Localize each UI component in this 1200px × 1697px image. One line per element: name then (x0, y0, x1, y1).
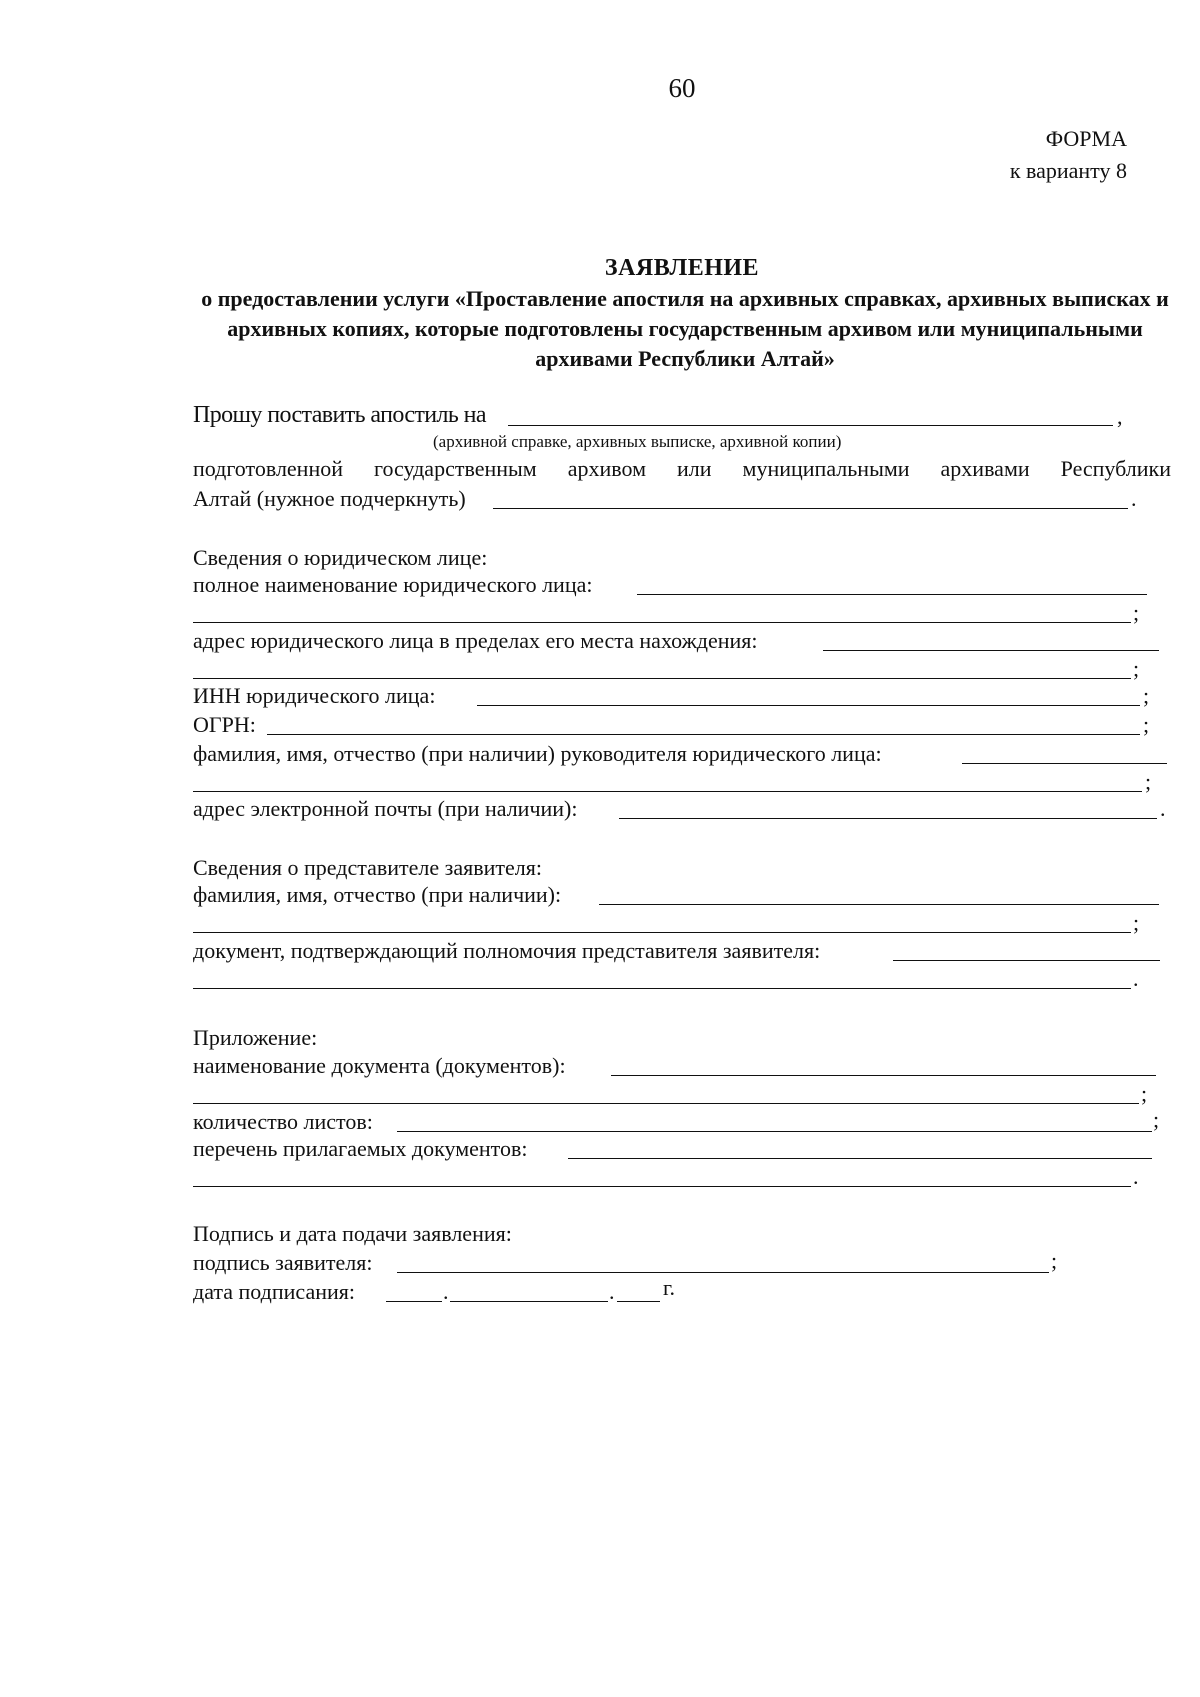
signature-field[interactable] (397, 1272, 1049, 1273)
attachment-list-field-2[interactable] (193, 1186, 1131, 1187)
legal-entity-address-field-2[interactable] (193, 678, 1131, 679)
legal-entity-director-field-2[interactable] (193, 791, 1142, 792)
request-line-3: Алтай (нужное подчеркнуть) (193, 486, 466, 511)
document-title: ЗАЯВЛЕНИЕ (604, 255, 760, 281)
legal-entity-director-field[interactable] (962, 763, 1167, 764)
semicolon: ; (1141, 1081, 1148, 1106)
period: . (1133, 966, 1139, 991)
date-separator: . (443, 1279, 449, 1304)
signature-label: подпись заявителя: (193, 1250, 373, 1275)
semicolon: ; (1153, 1107, 1160, 1132)
legal-entity-name-label: полное наименование юридического лица: (193, 572, 593, 597)
attachment-list-field[interactable] (568, 1158, 1152, 1159)
representative-name-label: фамилия, имя, отчество (при наличии): (193, 882, 562, 907)
request-comma: , (1117, 404, 1123, 429)
attachment-sheets-field[interactable] (397, 1131, 1152, 1132)
representative-document-label: документ, подтверждающий полномочия представителя заявителя: (193, 938, 821, 963)
document-subtitle: о предоставлении услуги «Проставление апостиля на архивных справках, архивных выписках и архивных копиях, которые подготовлены государственным архивом или муниципальными архивами Республики Алтай» (201, 286, 1169, 371)
representative-document-field[interactable] (893, 960, 1160, 961)
semicolon: ; (1145, 769, 1152, 794)
date-year-field[interactable] (617, 1301, 660, 1302)
attachment-doc-name-label: наименование документа (документов): (193, 1053, 566, 1078)
request-note: (архивной справке, архивных выписке, архивной копии) (433, 432, 842, 451)
page-number: 60 (668, 73, 696, 103)
legal-entity-inn-label: ИНН юридического лица: (193, 683, 436, 708)
attachment-doc-name-field-2[interactable] (193, 1103, 1139, 1104)
request-prefix: Прошу поставить апостиль на (193, 402, 486, 428)
semicolon: ; (1143, 712, 1150, 737)
request-document-field[interactable] (508, 425, 1113, 426)
representative-name-field[interactable] (599, 904, 1159, 905)
attachment-heading: Приложение: (193, 1025, 318, 1050)
date-month-field[interactable] (450, 1301, 608, 1302)
period: . (1160, 796, 1166, 821)
legal-entity-ogrn-field[interactable] (267, 734, 1140, 735)
legal-entity-email-field[interactable] (619, 818, 1157, 819)
semicolon: ; (1051, 1248, 1058, 1273)
legal-entity-director-label: фамилия, имя, отчество (при наличии) руководителя юридического лица: (193, 741, 882, 766)
legal-entity-ogrn-label: ОГРН: (193, 712, 256, 737)
date-separator: . (609, 1279, 615, 1304)
year-suffix: г. (663, 1275, 676, 1300)
form-variant: к варианту 8 (1009, 158, 1127, 183)
period: . (1133, 1164, 1139, 1189)
attachment-doc-name-field[interactable] (611, 1075, 1156, 1076)
semicolon: ; (1133, 600, 1140, 625)
semicolon: ; (1143, 683, 1150, 708)
legal-entity-name-field[interactable] (637, 594, 1147, 595)
attachment-list-label: перечень прилагаемых документов: (193, 1136, 528, 1161)
semicolon: ; (1133, 656, 1140, 681)
representative-heading: Сведения о представителе заявителя: (193, 855, 542, 880)
request-underline-field[interactable] (493, 508, 1128, 509)
legal-entity-heading: Сведения о юридическом лице: (193, 545, 488, 570)
legal-entity-email-label: адрес электронной почты (при наличии): (193, 796, 578, 821)
semicolon: ; (1133, 910, 1140, 935)
request-period: . (1131, 486, 1137, 511)
representative-name-field-2[interactable] (193, 932, 1131, 933)
legal-entity-inn-field[interactable] (477, 705, 1140, 706)
legal-entity-address-field[interactable] (823, 650, 1159, 651)
legal-entity-name-field-2[interactable] (193, 622, 1131, 623)
legal-entity-address-label: адрес юридического лица в пределах его места нахождения: (193, 628, 758, 653)
request-line-2: подготовленной государственным архивом или муниципальными архивами Республики (193, 456, 1171, 481)
signature-heading: Подпись и дата подачи заявления: (193, 1221, 512, 1246)
date-day-field[interactable] (386, 1301, 442, 1302)
attachment-sheets-label: количество листов: (193, 1109, 373, 1134)
representative-document-field-2[interactable] (193, 988, 1131, 989)
form-label: ФОРМА (1045, 126, 1127, 151)
date-label: дата подписания: (193, 1279, 355, 1304)
